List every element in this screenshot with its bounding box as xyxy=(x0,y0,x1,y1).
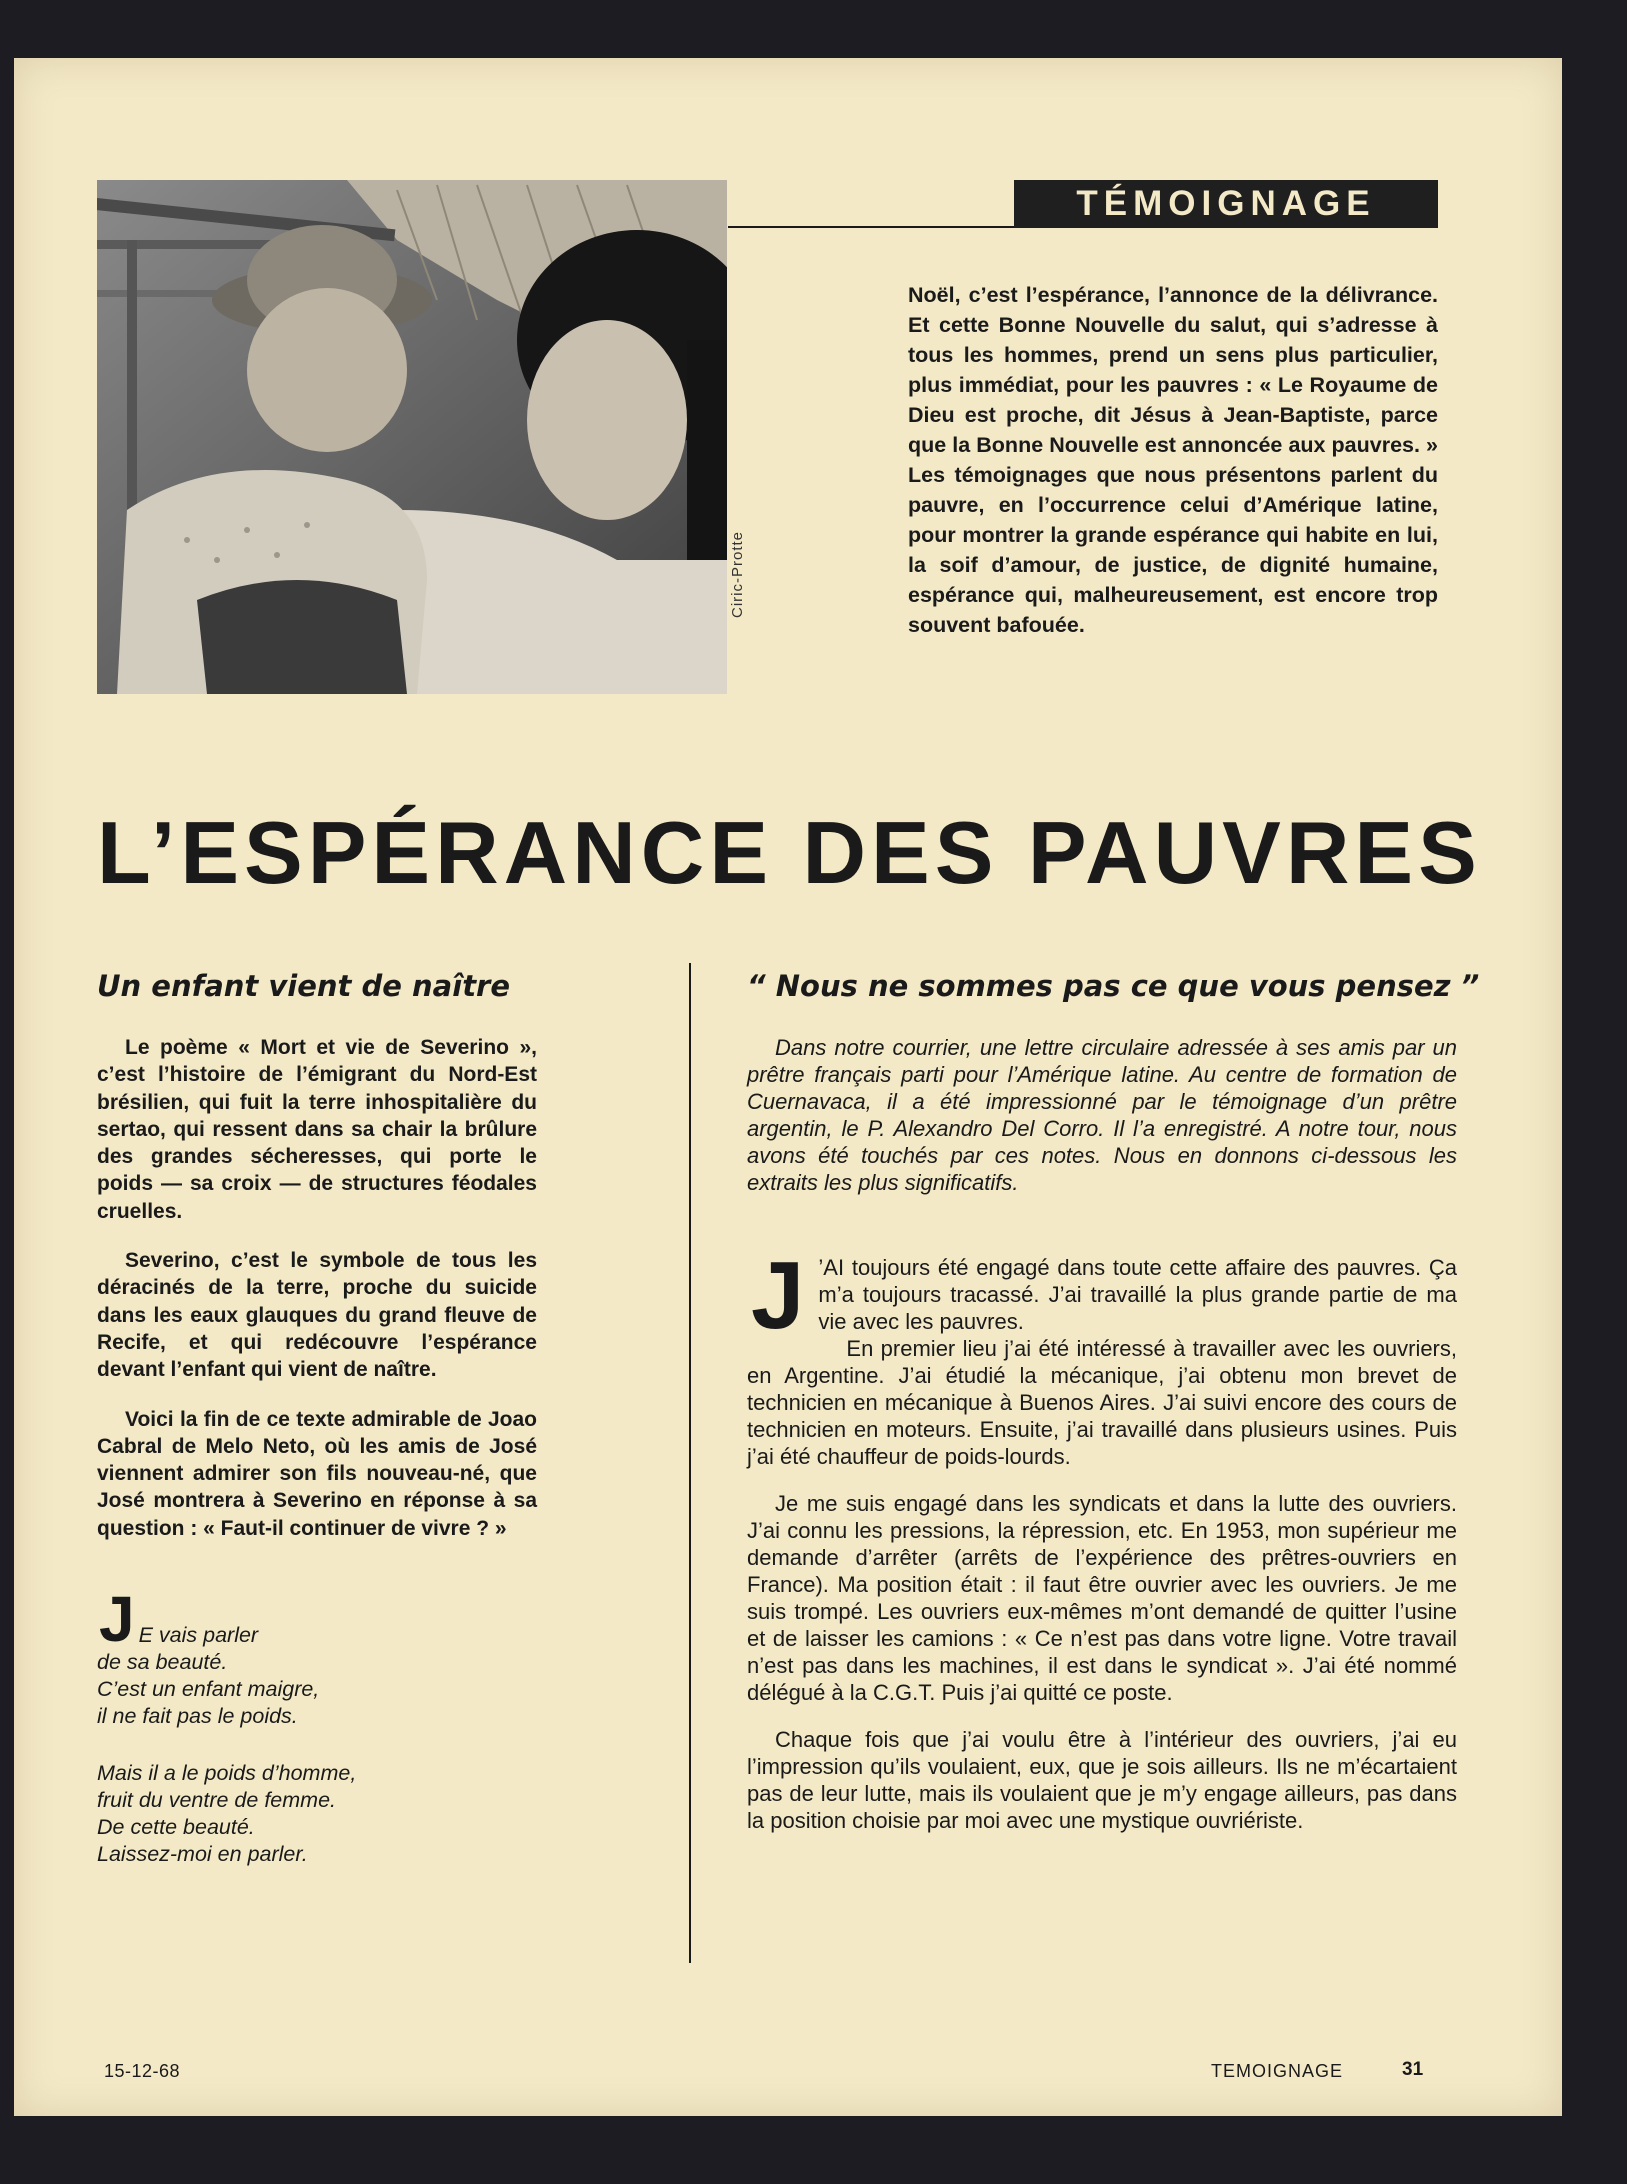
left-paragraph: Le poème « Mort et vie de Severino », c’est l’histoire de l’émigrant du Nord-Est brésilien, qui fuit la terre inhospitalière du sertao, qui ressent dans sa chair la brûlure des grandes sécheresses, qui porte le poids — sa croix — de structures féodales cruelles. xyxy=(97,1036,537,1223)
headline: L’ESPÉRANCE DES PAUVRES xyxy=(97,803,1482,902)
right-first-text: ’AI toujours été engagé dans toute cette affaire des pauvres. Ça m’a toujours tracassé. J’ai travaillé la plus grande partie de ma vie avec les pauvres. xyxy=(818,1255,1457,1334)
left-paragraph: Voici la fin de ce texte admirable de Joao Cabral de Melo Neto, où les amis de José viennent admirer son fils nouveau-né, que José montrera à Severino en réponse à sa question : « Faut-il continuer de vivre ? » xyxy=(97,1407,537,1540)
poem-line: E vais parler xyxy=(138,1623,259,1648)
poem-line: De cette beauté. xyxy=(97,1815,255,1840)
header-rule xyxy=(728,226,1026,228)
section-tag: TÉMOIGNAGE xyxy=(1014,180,1438,228)
left-paragraph: Severino, c’est le symbole de tous les déracinés de la terre, proche du suicide dans les eaux glauques du grand fleuve de Recife, et qui redécouvre l’espérance devant l’enfant qui vient de naître. xyxy=(97,1249,537,1382)
footer-date: 15-12-68 xyxy=(104,2061,181,2081)
left-subhead: Un enfant vient de naître xyxy=(97,969,511,1003)
poem-line: fruit du ventre de femme. xyxy=(97,1788,336,1813)
magazine-page xyxy=(14,58,1562,2116)
right-intro: Dans notre courrier, une lettre circulaire adressée à ses amis par un prêtre français parti pour l’Amérique latine. Au centre de formation de Cuernavaca, il a été impressionné par le témoignage d’un prêtre argentin, le P. Alexandro Del Corro. Il l’a enregistré. A notre tour, nous avons été touchés par ces notes. Nous en donnons ci-dessous les extraits les plus significatifs. xyxy=(747,1035,1457,1195)
photo-credit: Ciric-Protte xyxy=(729,530,746,618)
intro-text: Noël, c’est l’espérance, l’annonce de la délivrance. Et cette Bonne Nouvelle du salut, qui s’adresse à tous les hommes, prend un sens plus particulier, plus immédiat, pour les pauvres : « Le Royaume de Dieu est proche, dit Jésus à Jean-Baptiste, parce que la Bonne Nouvelle est annoncée aux pauvres. » Les témoignages que nous présentons parlent du pauvre, en l’occurrence celui d’Amérique latine, pour montrer la grande espérance qui habite en lui, la soif d’amour, de justice, de dignité humaine, espérance qui, malheureusement, est encore trop souvent bafouée. xyxy=(908,283,1438,637)
right-paragraph: Chaque fois que j’ai voulu être à l’intérieur des ouvriers, j’ai eu l’impression qu’ils voulaient, eux, que je sois ailleurs. Ils ne m’écartaient pas de leur lutte, mais ils voulaient que je m’y engage ailleurs, pas dans la position choisie par moi avec une mystique ouvriériste. xyxy=(747,1727,1457,1833)
right-paragraph: En premier lieu j’ai été intéressé à travailler avec les ouvriers, en Argentine. J’ai étudié la mécanique, j’ai obtenu mon brevet de technicien en mécanique à Buenos Aires. J’ai suivi encore des cours de technicien en moteurs. Ensuite, j’ai travaillé dans plusieurs usines. Puis j’ai été chauffeur de poids-lourds. xyxy=(747,1336,1457,1469)
right-column xyxy=(747,966,1480,1854)
poem-dropcap: J xyxy=(99,1583,135,1656)
poem-line: il ne fait pas le poids. xyxy=(97,1704,298,1729)
footer-publication: TEMOIGNAGE xyxy=(1211,2061,1344,2081)
poem-stanza xyxy=(97,1760,537,1868)
poem-line: C’est un enfant maigre, xyxy=(97,1677,320,1702)
poem-line: Laissez-moi en parler. xyxy=(97,1842,308,1867)
poem-line: Mais il a le poids d’homme, xyxy=(97,1761,357,1786)
photo-illustration xyxy=(97,180,727,694)
mother-and-child-photo xyxy=(97,180,727,694)
column-divider xyxy=(689,963,691,1963)
left-column xyxy=(97,966,537,1898)
right-first-paragraph xyxy=(747,1242,1457,1349)
poem xyxy=(97,1583,537,1868)
footer-page-number: 31 xyxy=(1402,2059,1424,2080)
poem-line: de sa beauté. xyxy=(97,1650,228,1675)
poem-stanza xyxy=(97,1583,537,1730)
right-dropcap: J xyxy=(751,1242,805,1349)
right-paragraph: Je me suis engagé dans les syndicats et dans la lutte des ouvriers. J’ai connu les pressions, la répression, etc. En 1953, mon supérieur me demande d’arrêter (arrêts de l’expérience des prêtres-ouvriers en France). Ma position était : il faut être ouvrier avec les ouvriers. Je me suis trompé. Les ouvriers eux-mêmes m’ont demandé de quitter l’usine et de laisser les camions : « Ce n’est pas dans votre ligne. Votre travail n’est pas dans les machines, il est dans le syndicat ». J’ai été nommé délégué à la C.G.T. Puis j’ai quitté ce poste. xyxy=(747,1491,1457,1705)
right-subhead: “ Nous ne sommes pas ce que vous pensez ” xyxy=(747,969,1480,1003)
